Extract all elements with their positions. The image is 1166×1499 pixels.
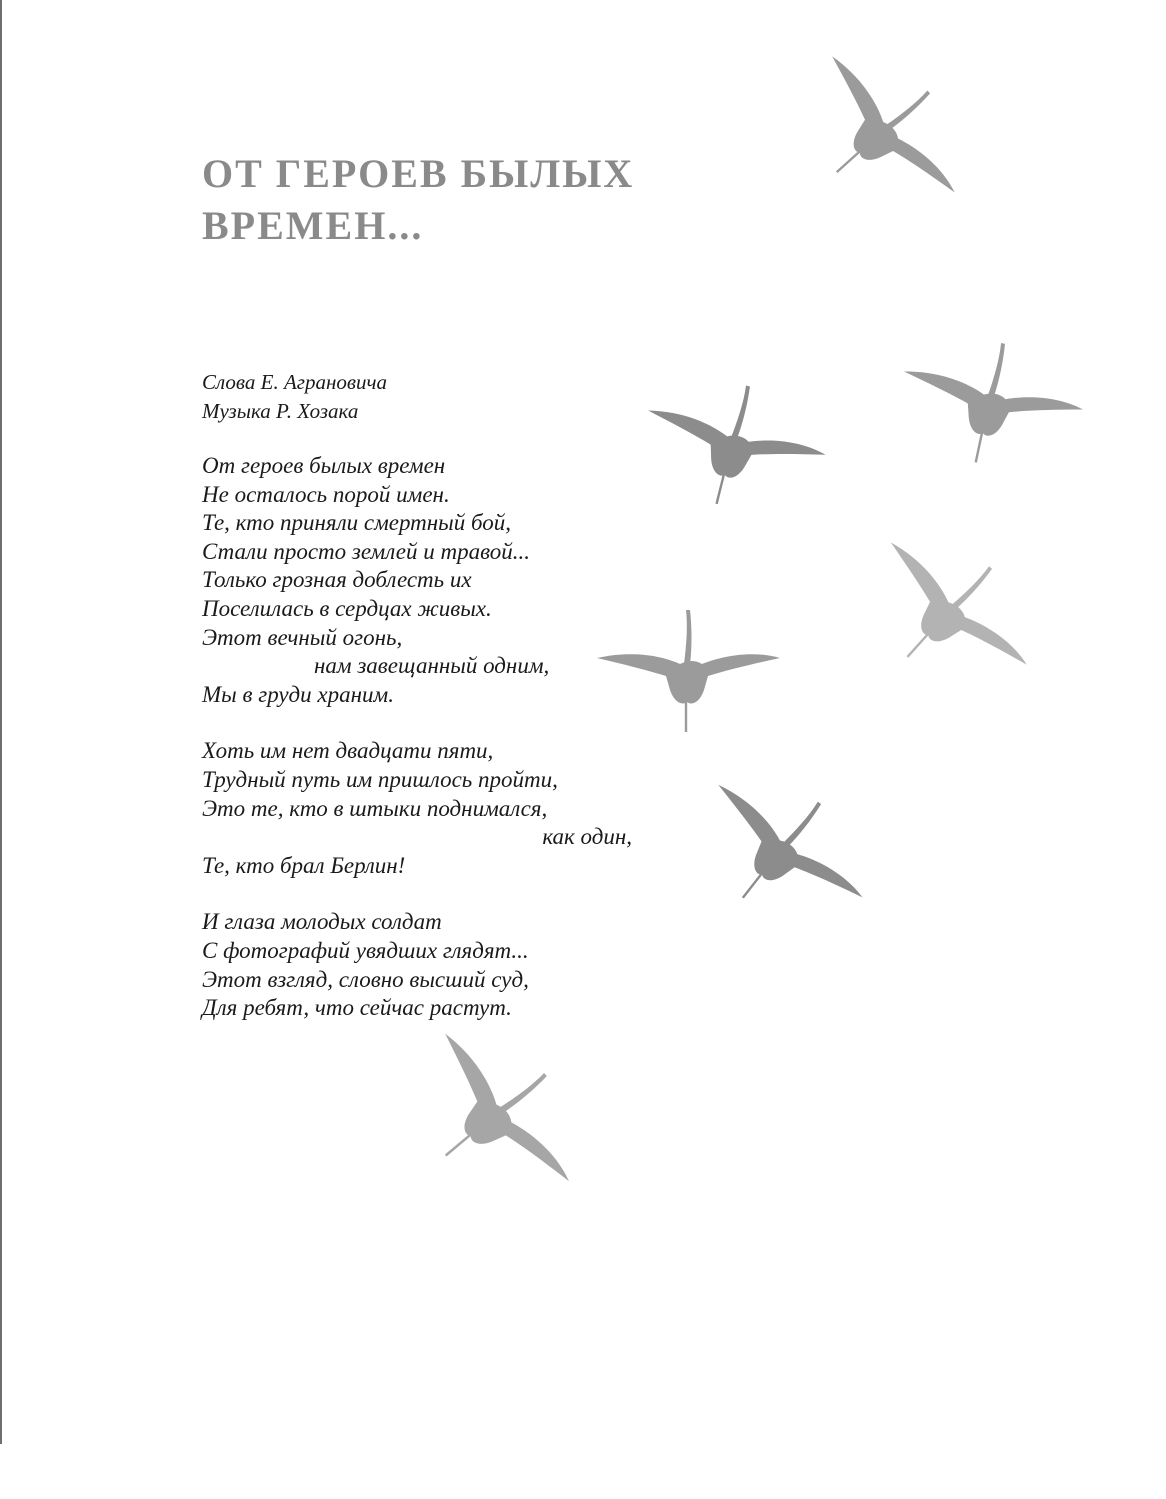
poem-line: Не осталось порой имен. (202, 481, 450, 507)
poem-line: Это те, кто в штыки поднимался, (202, 795, 548, 821)
crane-silhouette-icon (769, 13, 1000, 248)
crane-silhouette-icon (883, 312, 1098, 488)
page-title (202, 148, 634, 252)
music-author: Музыка Р. Хозака (202, 399, 359, 423)
poem-line: Мы в груди храним. (202, 681, 394, 707)
stanza-3 (202, 908, 662, 1022)
song-credits (202, 368, 387, 426)
poem-line: Те, кто брал Берлин! (202, 852, 406, 878)
poem-line: Только грозная доблесть их (202, 567, 472, 593)
poem-line: Те, кто приняли смертный бой, (202, 510, 512, 536)
poem-line: Стали просто землей и травой... (202, 538, 531, 564)
poem-line: С фотографий увядших глядят... (202, 937, 529, 963)
poem-line: Хоть им нет двадцати пяти, (202, 738, 494, 764)
poem-line: Этот вечный огонь, (202, 624, 403, 650)
poem-text (202, 452, 662, 1051)
poem-line: Этот взгляд, словно высший суд, (202, 966, 529, 992)
poem-line: От героев былых времен (202, 453, 446, 478)
stanza-2 (202, 737, 662, 880)
crane-silhouette-icon (834, 494, 1069, 725)
poem-line: нам завещанный одним, (314, 653, 550, 679)
lyrics-author: Слова Е. Аграновича (202, 370, 388, 394)
poem-line: Для ребят, что сейчас растут. (202, 995, 512, 1021)
crane-silhouette-icon (592, 598, 782, 738)
title-line-2: ВРЕМЕН... (202, 203, 424, 248)
poem-line: Трудный путь им пришлось пройти, (202, 766, 558, 792)
poem-line: как один, (542, 824, 632, 850)
poem-line: И глаза молодых солдат (202, 909, 442, 935)
poem-line: Поселилась в сердцах живых. (202, 595, 492, 621)
page-left-border (0, 0, 2, 1444)
title-line-1: ОТ ГЕРОЕВ БЫЛЫХ (202, 151, 635, 196)
crane-silhouette-icon (665, 734, 901, 961)
